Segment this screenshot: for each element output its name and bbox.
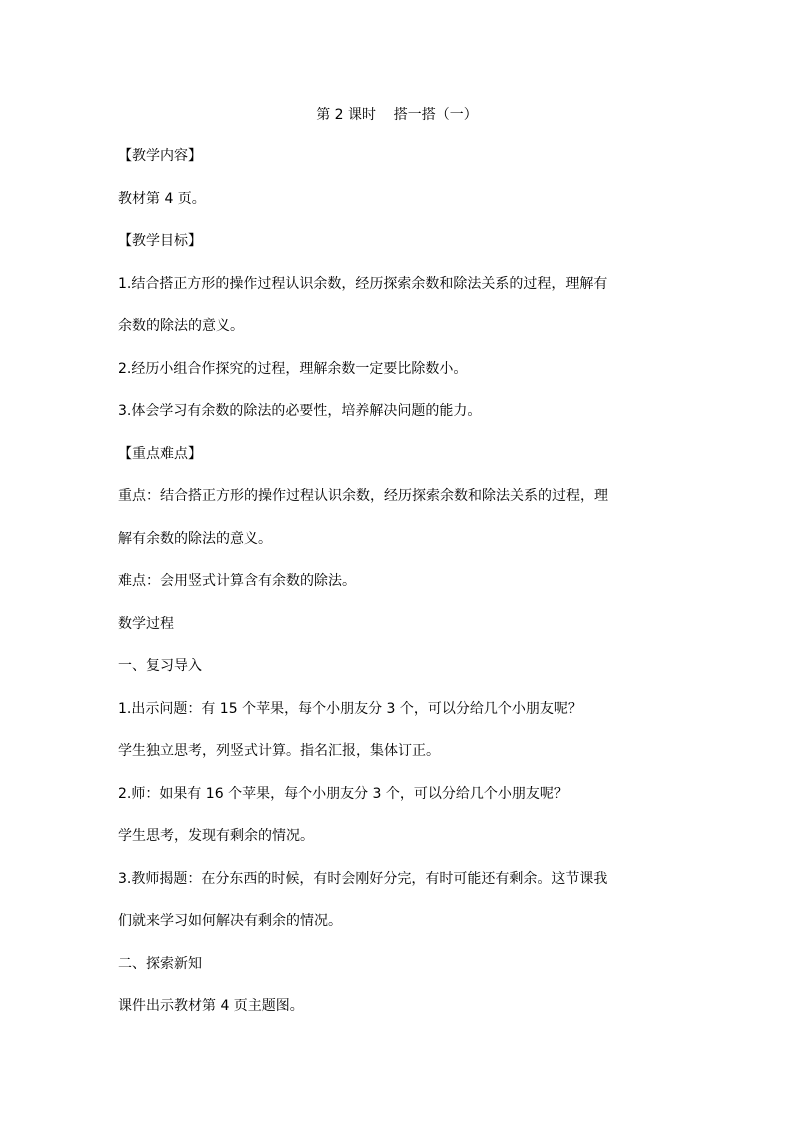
paragraph-topic-reveal-part-2: 们就来学习如何解决有剩余的情况。 [118, 913, 342, 929]
paragraph-courseware-display: 课件出示教材第 4 页主题图。 [118, 998, 304, 1014]
section-heading-explore: 二、探索新知 [118, 955, 202, 972]
section-heading-teaching-goals: 【教学目标】 [118, 233, 202, 249]
paragraph-problem-1: 1.出示问题：有 15 个苹果，每个小朋友分 3 个，可以分给几个小朋友呢？ [118, 700, 582, 717]
section-heading-key-points: 【重点难点】 [118, 445, 202, 462]
paragraph-key-point-part-2: 解有余数的除法的意义。 [118, 530, 272, 547]
paragraph-student-work-1: 学生独立思考，列竖式计算。指名汇报，集体订正。 [118, 743, 440, 759]
paragraph-goal-2: 2.经历小组合作探究的过程，理解余数一定要比除数小。 [118, 360, 468, 377]
section-heading-process: 数学过程 [118, 615, 174, 632]
document-body [118, 146, 678, 1039]
paragraph-topic-reveal-part-1: 3.教师揭题：在分东西的时候，有时会刚好分完，有时可能还有剩余。这节课我 [118, 870, 608, 887]
section-heading-review: 一、复习导入 [118, 658, 202, 674]
paragraph-textbook-page: 教材第 4 页。 [118, 190, 206, 207]
section-heading-teaching-content: 【教学内容】 [118, 148, 202, 164]
paragraph-problem-2: 2.师：如果有 16 个苹果，每个小朋友分 3 个，可以分给几个小朋友呢？ [118, 785, 568, 802]
paragraph-key-point-part-1: 重点：结合搭正方形的操作过程认识余数，经历探索余数和除法关系的过程，理 [118, 488, 608, 504]
paragraph-student-work-2: 学生思考，发现有剩余的情况。 [118, 828, 314, 844]
paragraph-goal-1-part-1: 1.结合搭正方形的操作过程认识余数，经历探索余数和除法关系的过程，理解有 [118, 275, 608, 292]
paragraph-goal-1-part-2: 余数的除法的意义。 [118, 318, 244, 334]
paragraph-goal-3: 3.体会学习有余数的除法的必要性，培养解决问题的能力。 [118, 403, 482, 419]
paragraph-difficult-point: 难点：会用竖式计算含有余数的除法。 [118, 573, 356, 589]
lesson-title: 第 2 课时 搭一搭（一） [316, 107, 478, 123]
